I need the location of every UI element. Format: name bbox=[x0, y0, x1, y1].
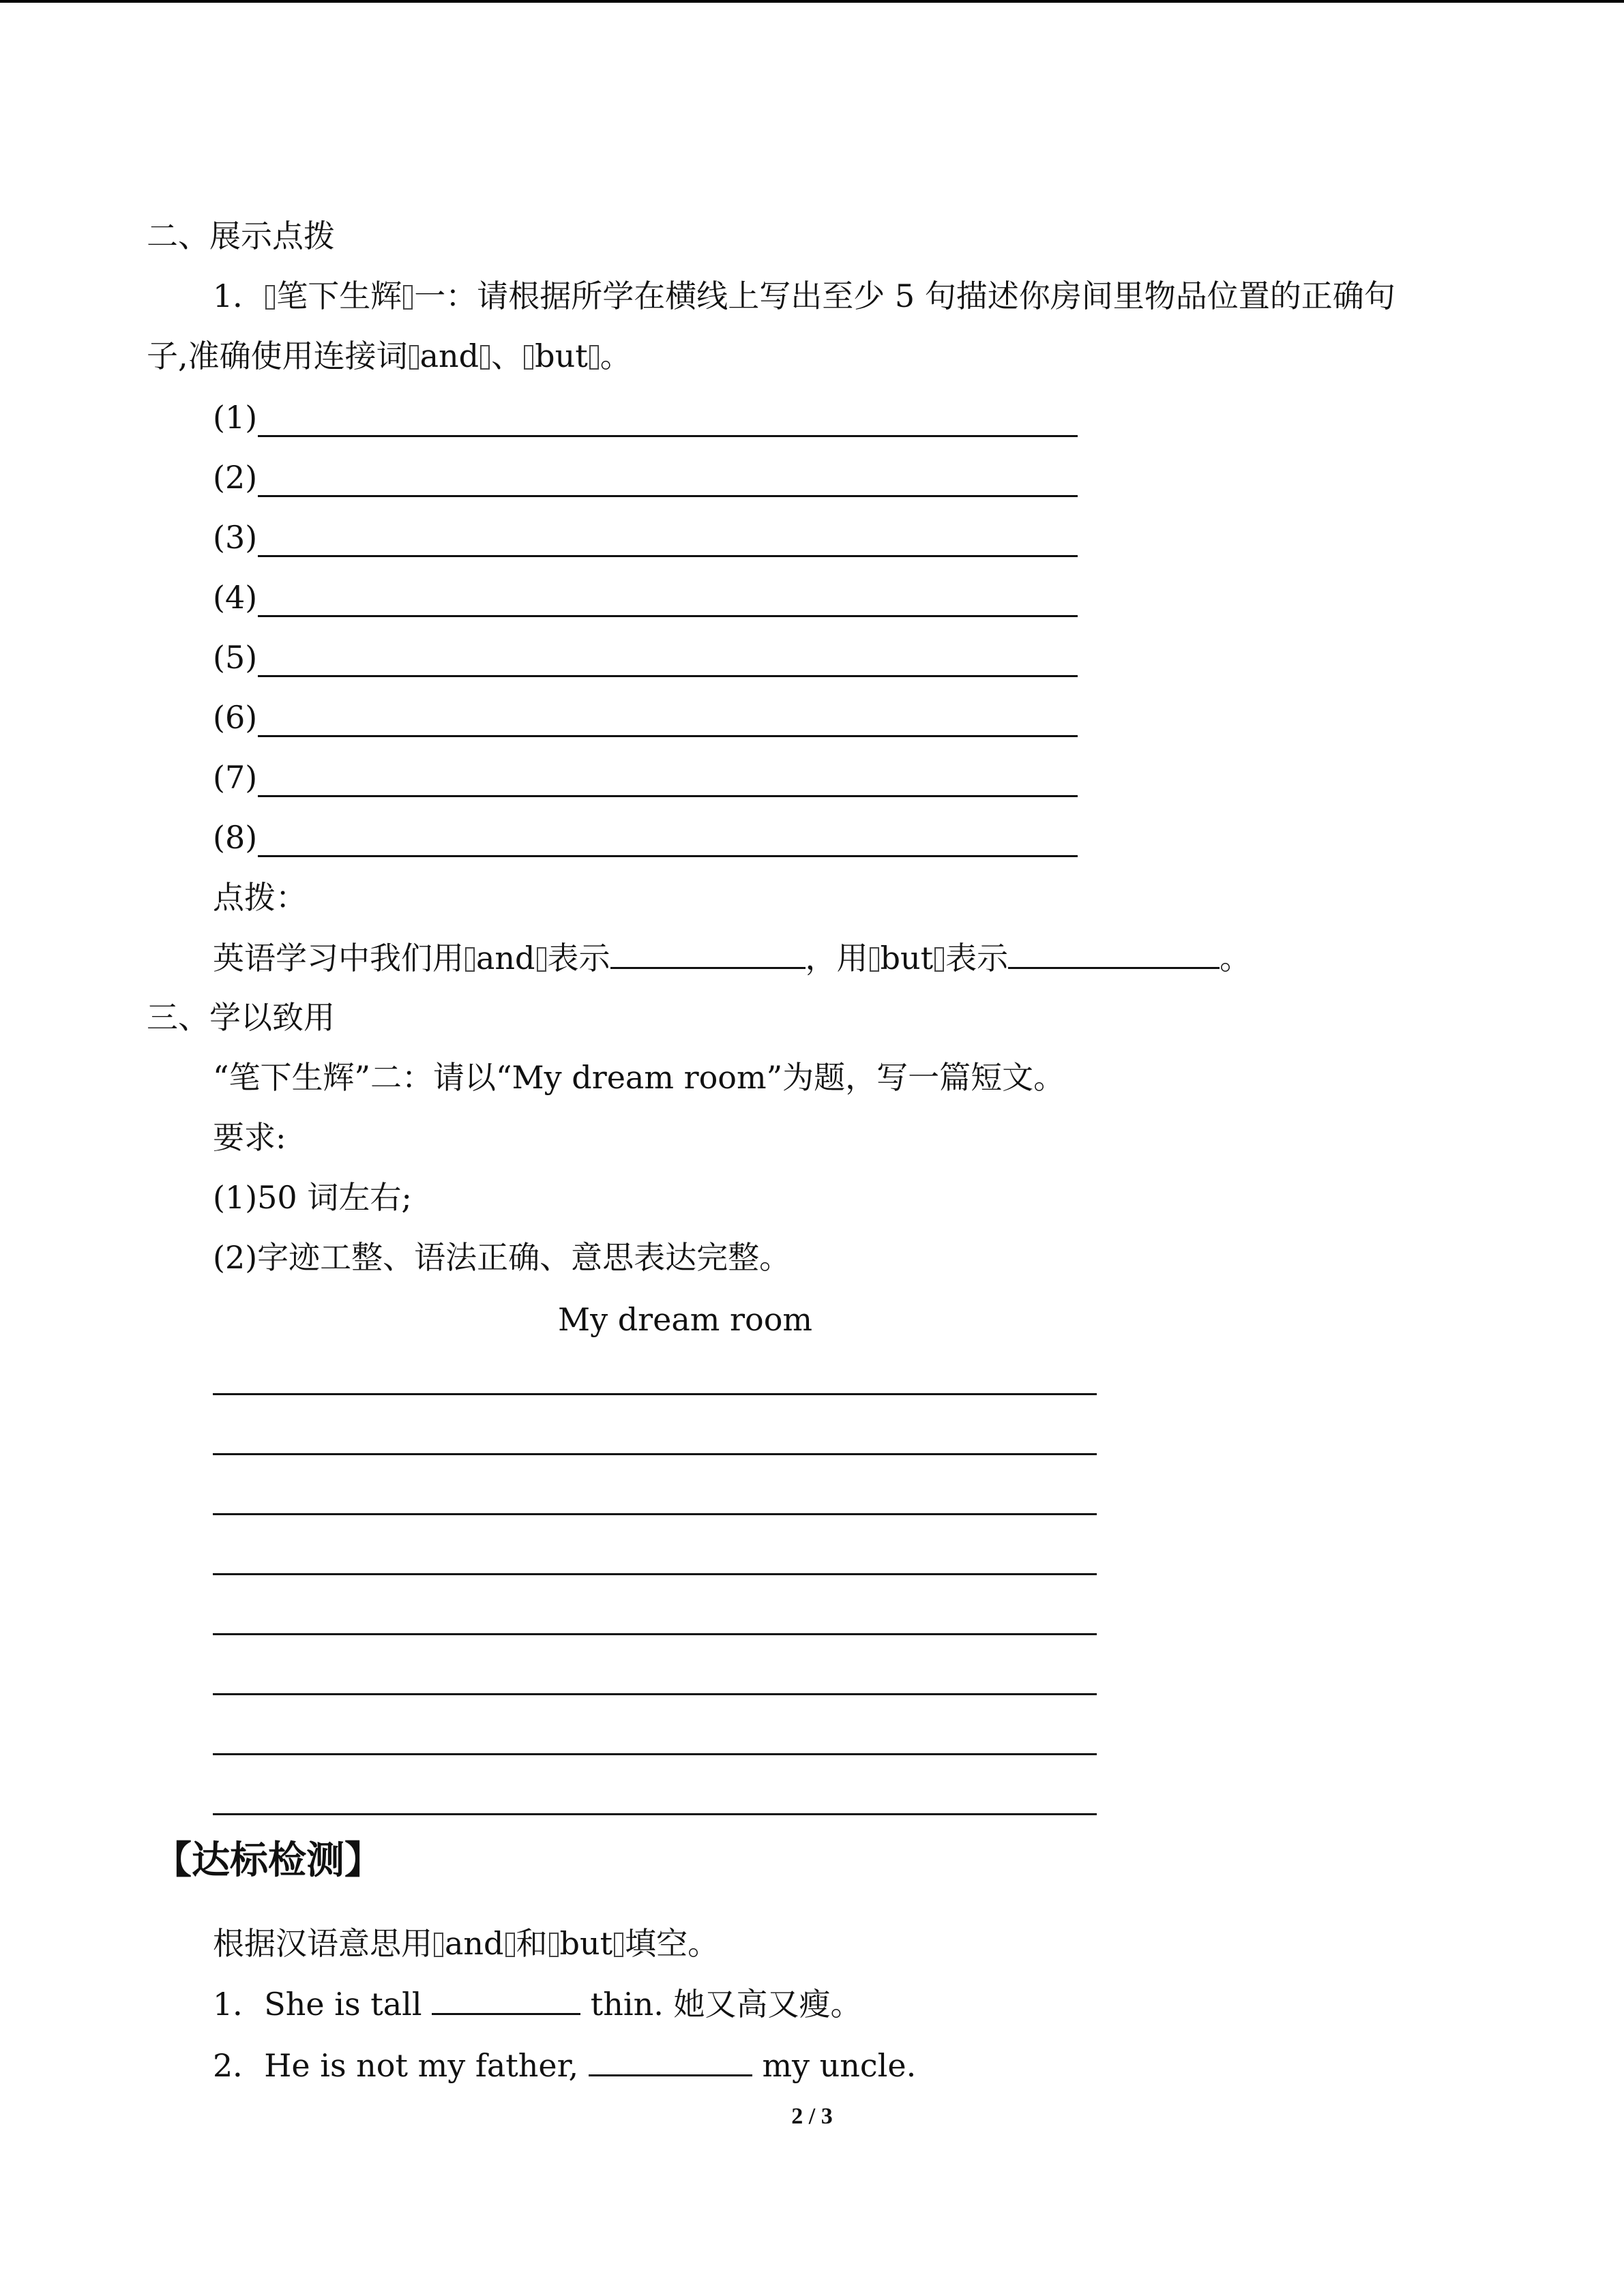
essay-line-5[interactable] bbox=[213, 1633, 1097, 1635]
item-number: 1． bbox=[213, 1986, 265, 2023]
question-1-line-1 bbox=[213, 275, 1396, 316]
answer-line-2[interactable] bbox=[258, 495, 1078, 497]
essay-title: My dream room bbox=[558, 1301, 813, 1338]
item-number: 2． bbox=[213, 2047, 265, 2084]
answer-line-3[interactable] bbox=[258, 555, 1078, 557]
answer-line-6[interactable] bbox=[258, 735, 1078, 737]
check-heading: 【达标检测】 bbox=[153, 1838, 383, 1883]
page-number: 2 / 3 bbox=[791, 2104, 833, 2129]
word-and: and bbox=[476, 940, 535, 976]
check-intro bbox=[213, 1923, 719, 1964]
answer-line-5[interactable] bbox=[258, 675, 1078, 677]
missing-glyph bbox=[409, 345, 419, 370]
essay-line-4[interactable] bbox=[213, 1573, 1097, 1575]
missing-glyph bbox=[870, 947, 879, 972]
question-1-line-2 bbox=[147, 336, 632, 376]
item-2-blank[interactable] bbox=[589, 2044, 752, 2076]
period: 。 bbox=[600, 338, 632, 374]
tip-sentence bbox=[213, 937, 1251, 979]
word-and: and bbox=[419, 338, 479, 374]
missing-glyph bbox=[549, 1933, 559, 1957]
word-but: but bbox=[535, 338, 588, 374]
tip-text-a: 英语学习中我们用 bbox=[213, 940, 464, 976]
check-item-1 bbox=[213, 1983, 862, 2025]
answer-line-7[interactable] bbox=[258, 795, 1078, 797]
requirement-2: (2)字迹工整、语法正确、意思表达完整。 bbox=[213, 1239, 791, 1276]
item-text-a: She is tall bbox=[264, 1986, 422, 2023]
essay-line-6[interactable] bbox=[213, 1693, 1097, 1695]
item-text-a: He is not my father, bbox=[264, 2047, 579, 2084]
answer-label-5: (5) bbox=[213, 639, 258, 676]
missing-glyph bbox=[265, 285, 275, 310]
tip-text-e: 。 bbox=[1220, 940, 1252, 976]
answer-label-1: (1) bbox=[213, 399, 258, 436]
check-intro-c: 填空。 bbox=[625, 1925, 720, 1962]
missing-glyph bbox=[434, 1933, 443, 1957]
essay-line-7[interactable] bbox=[213, 1753, 1097, 1755]
tip-blank-1[interactable] bbox=[610, 937, 806, 969]
answer-line-8[interactable] bbox=[258, 855, 1078, 857]
tip-text-b: 表示 bbox=[547, 940, 610, 976]
tip-text-c: ，用 bbox=[805, 940, 868, 976]
missing-glyph bbox=[465, 947, 475, 972]
answer-line-1[interactable] bbox=[258, 435, 1078, 437]
word-but: but bbox=[880, 940, 934, 976]
answer-label-7: (7) bbox=[213, 759, 258, 796]
item-1-blank[interactable] bbox=[432, 1983, 580, 2015]
missing-glyph bbox=[524, 345, 533, 370]
tip-blank-2[interactable] bbox=[1008, 937, 1220, 969]
essay-line-8[interactable] bbox=[213, 1813, 1097, 1815]
check-item-2 bbox=[213, 2044, 916, 2086]
answer-label-2: (2) bbox=[213, 459, 258, 496]
essay-line-3[interactable] bbox=[213, 1513, 1097, 1515]
question-number: 1． bbox=[213, 278, 265, 314]
missing-glyph bbox=[537, 947, 546, 972]
requirements-label: 要求: bbox=[213, 1119, 286, 1156]
tip-label: 点拨： bbox=[213, 879, 307, 916]
item-text-b: my uncle. bbox=[762, 2047, 917, 2084]
missing-glyph bbox=[934, 947, 944, 972]
question-1-text-a: 笔下生辉 bbox=[276, 278, 402, 314]
missing-glyph bbox=[589, 345, 599, 370]
item-text-b: thin. 她又高又瘦。 bbox=[590, 1986, 862, 2023]
answer-label-6: (6) bbox=[213, 699, 258, 736]
answer-label-4: (4) bbox=[213, 579, 258, 616]
writing-task: “笔下生辉”二：请以“My dream room”为题，写一篇短文。 bbox=[213, 1059, 1065, 1096]
answer-line-4[interactable] bbox=[258, 615, 1078, 617]
section-title-2: 二、展示点拨 bbox=[147, 218, 335, 254]
check-intro-a: 根据汉语意思用 bbox=[213, 1925, 432, 1962]
tip-text-d: 表示 bbox=[945, 940, 1009, 976]
top-border bbox=[0, 0, 1624, 3]
essay-line-1[interactable] bbox=[213, 1393, 1097, 1395]
question-1-text-c: 子,准确使用连接词 bbox=[147, 338, 408, 374]
section-title-3: 三、学以致用 bbox=[147, 999, 335, 1036]
question-1-text-b: 一：请根据所学在横线上写出至少 5 句描述你房间里物品位置的正确句 bbox=[414, 278, 1396, 314]
answer-label-8: (8) bbox=[213, 819, 258, 856]
missing-glyph bbox=[614, 1933, 623, 1957]
separator: 、 bbox=[491, 338, 523, 374]
missing-glyph bbox=[480, 345, 490, 370]
requirement-1: (1)50 词左右; bbox=[213, 1179, 412, 1216]
word-and: and bbox=[445, 1925, 504, 1962]
word-but: but bbox=[559, 1925, 613, 1962]
missing-glyph bbox=[505, 1933, 515, 1957]
essay-line-2[interactable] bbox=[213, 1453, 1097, 1455]
answer-label-3: (3) bbox=[213, 519, 258, 556]
missing-glyph bbox=[403, 285, 413, 310]
check-intro-b: 和 bbox=[516, 1925, 548, 1962]
